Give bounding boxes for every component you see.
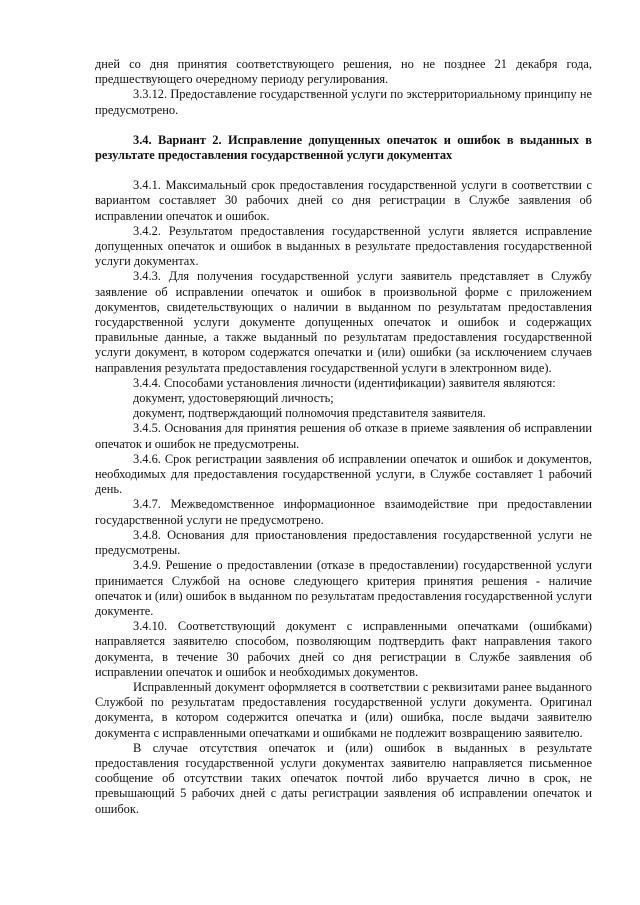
item-3-3-12: 3.3.12. Предоставление государственной услуги по экстерриториальному принципу не предусмотрено. bbox=[95, 87, 592, 117]
paragraph-3-4-10: 3.4.10. Соответствующий документ с исправленными опечатками (ошибками) направляется заявителю способом, позволяющим подтвердить факт направления такого документа, в течение 30 рабочих дней со дня регистрации в Службе заявления об исправлении опечаток и ошибок и необходимых документов. bbox=[95, 619, 592, 679]
intro-continuation: дней со дня принятия соответствующего решения, но не позднее 21 декабря года, предшествующего очередному периоду регулирования. bbox=[95, 57, 592, 87]
paragraph-3-4-1: 3.4.1. Максимальный срок предоставления государственной услуги в соответствии с вариантом составляет 30 рабочих дней со дня регистрации в Службе заявления об исправлении опечаток и ошибок. bbox=[95, 178, 592, 223]
paragraph-3-4-8: 3.4.8. Основания для приостановления предоставления государственной услуги не предусмотрены. bbox=[95, 527, 592, 558]
paragraph-3-4-4: 3.4.4. Способами установления личности (идентификации) заявителя являются: bbox=[133, 375, 556, 390]
paragraph-3-4-5: 3.4.5. Основания для принятия решения об отказе в приеме заявления об исправлении опечаток и ошибок не предусмотрены. bbox=[95, 421, 592, 451]
paragraph-corrected-document: Исправленный документ оформляется в соответствии с реквизитами ранее выданного Службой по результатам предоставления государственной услуги документа. Оригинал документа, в котором содержится опечатка и (или) ошибка, после выдачи заявителю документа с исправленными опечатками и ошибками не подлежит возвращению заявителю. bbox=[95, 679, 592, 740]
list-item-identity-document: документ, удостоверяющий личность; bbox=[133, 391, 334, 406]
paragraph-no-errors-case: В случае отсутствия опечаток и (или) ошибок в выданных в результате предоставления государственной услуги документах заявителю направляется письменное сообщение об отсутствии таких опечаток почтой либо вручается лично в срок, не превышающий 5 рабочих дней с даты регистрации заявления об исправлении опечаток и ошибок. bbox=[95, 740, 592, 816]
paragraph-3-4-6: 3.4.6. Срок регистрации заявления об исправлении опечаток и ошибок и документов, необходимых для предоставления государственной услуги, в Службе составляет 1 рабочий день. bbox=[95, 451, 592, 497]
paragraph-3-4-2: 3.4.2. Результатом предоставления государственной услуги является исправление допущенных опечаток и ошибок в выданных в результате предоставления государственной услуги документах. bbox=[95, 223, 592, 269]
section-heading: 3.4. Вариант 2. Исправление допущенных опечаток и ошибок в выданных в результате предоставления государственной услуги документах bbox=[95, 132, 592, 163]
document-page bbox=[95, 57, 592, 817]
paragraph-3-4-3: 3.4.3. Для получения государственной услуги заявитель представляет в Службу заявление об исправлении опечаток и ошибок в произвольной форме с приложением документов, свидетельствующих о наличии в выданном по результатам предоставления государственной услуги документе допущенных опечаток и ошибок и содержащих правильные данные, а также выданный по результатам предоставления государственной услуги документ, в котором содержатся опечатки и (или) ошибки (за исключением случаев направления результата предоставления государственной услуги в электронном виде). bbox=[95, 269, 592, 375]
list-item-representative-authority: документ, подтверждающий полномочия представителя заявителя. bbox=[133, 406, 486, 421]
paragraph-3-4-9: 3.4.9. Решение о предоставлении (отказе в предоставлении) государственной услуги принимается Службой на основе следующего критерия принятия решения - наличие опечаток и (или) ошибок в выданном по результатам предоставления государственной услуги документе. bbox=[95, 558, 592, 618]
paragraph-3-4-7: 3.4.7. Межведомственное информационное взаимодействие при предоставлении государственной услуги не предусмотрено. bbox=[95, 497, 592, 527]
